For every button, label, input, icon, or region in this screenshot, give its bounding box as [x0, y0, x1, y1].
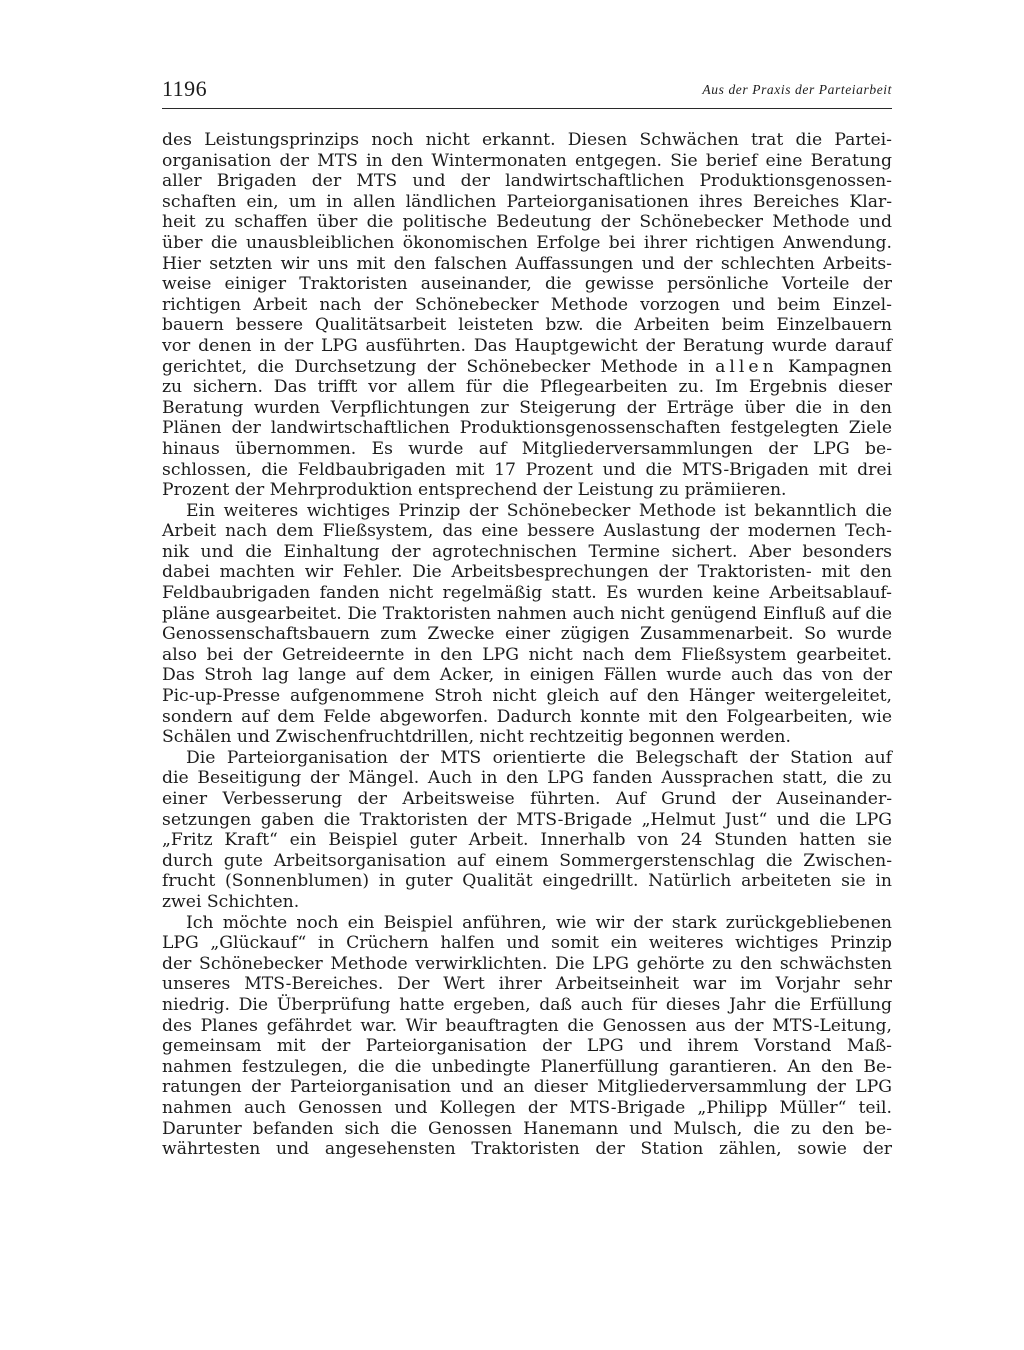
text-line: LPG „Glückauf“ in Crüchern halfen und somit ein weiteres wichtiges Prinzip: [162, 933, 892, 954]
text-line: die Beseitigung der Mängel. Auch in den LPG fanden Aussprachen statt, die zu: [162, 768, 892, 789]
text-line: Prozent der Mehrproduktion entsprechend der Leistung zu prämiieren.: [162, 480, 787, 501]
text-line: weise einiger Traktoristen auseinander, die gewisse persönliche Vorteile der: [162, 274, 892, 295]
text-line: niedrig. Die Überprüfung hatte ergeben, daß auch für dieses Jahr die Erfüllung: [162, 994, 892, 1015]
text-line: Darunter befanden sich die Genossen Hanemann und Mulsch, die zu den be-: [162, 1118, 892, 1139]
text-line: Feldbaubrigaden fanden nicht regelmäßig statt. Es wurden keine Arbeitsablauf-: [162, 583, 892, 604]
text-line: Die Parteiorganisation der MTS orientierte die Belegschaft der Station auf: [186, 747, 892, 768]
text-line: Das Stroh lag lange auf dem Acker, in einigen Fällen wurde auch das von der: [162, 665, 892, 686]
text-line: des Planes gefährdet war. Wir beauftragten die Genossen aus der MTS-Leitung,: [162, 1015, 892, 1036]
text-line: aller Brigaden der MTS und der landwirtschaftlichen Produktionsgenossen-: [162, 171, 892, 192]
page-number: 1196: [162, 76, 208, 101]
running-head: Aus der Praxis der Parteiarbeit: [702, 82, 892, 97]
text-line: zwei Schichten.: [162, 891, 300, 912]
text-line: über die unausbleiblichen ökonomischen Erfolge bei ihrer richtigen Anwendung.: [162, 232, 892, 253]
text-line: Beratung wurden Verpflichtungen zur Steigerung der Erträge über die in den: [162, 397, 892, 418]
text-line: richtigen Arbeit nach der Schönebecker Methode vorzogen und beim Einzel-: [162, 294, 892, 315]
text-line: Plänen der landwirtschaftlichen Produktionsgenossenschaften festgelegten Ziele: [162, 418, 892, 439]
text-line: ratungen der Parteiorganisation und an dieser Mitgliederversammlung der LPG: [162, 1077, 892, 1098]
text-line: dabei machten wir Fehler. Die Arbeitsbesprechungen der Traktoristen- mit den: [162, 562, 892, 583]
text-line: unseres MTS-Bereiches. Der Wert ihrer Arbeitseinheit war im Vorjahr sehr: [162, 974, 892, 995]
text-line: Arbeit nach dem Fließsystem, das eine bessere Auslastung der modernen Tech-: [162, 521, 892, 542]
text-line: nahmen festzulegen, die die unbedingte Planerfüllung garantieren. An den Be-: [162, 1056, 892, 1077]
text-line: pläne ausgearbeitet. Die Traktoristen nahmen auch nicht genügend Einfluß auf die: [162, 603, 892, 624]
text-line: setzungen gaben die Traktoristen der MTS-Brigade „Helmut Just“ und die LPG: [162, 809, 892, 830]
text-line: also bei der Getreideernte in den LPG nicht nach dem Fließsystem gearbeitet.: [162, 644, 892, 665]
text-line: nik und die Einhaltung der agrotechnischen Termine sichert. Aber besonders: [162, 541, 892, 562]
text-line: Ich möchte noch ein Beispiel anführen, wie wir der stark zurückgebliebenen: [186, 912, 892, 933]
text-line: währtesten und angesehensten Traktoristen der Station zählen, sowie der: [162, 1139, 892, 1160]
text-line: Ein weiteres wichtiges Prinzip der Schönebecker Methode ist bekanntlich die: [186, 500, 892, 521]
text-line: Genossenschaftsbauern zum Zwecke einer zügigen Zusammenarbeit. So wurde: [162, 624, 892, 645]
text-line: gerichtet, die Durchsetzung der Schönebecker Methode in allen Kampagnen: [162, 356, 892, 377]
text-line: bauern bessere Qualitätsarbeit leisteten bzw. die Arbeiten beim Einzelbauern: [162, 315, 892, 336]
text-line: nahmen auch Genossen und Kollegen der MTS-Brigade „Philipp Müller“ teil.: [162, 1097, 892, 1118]
text-line: Schälen und Zwischenfruchtdrillen, nicht rechtzeitig begonnen werden.: [162, 727, 791, 748]
text-line: gemeinsam mit der Parteiorganisation der LPG und ihrem Vorstand Maß-: [162, 1036, 892, 1057]
text-line: durch gute Arbeitsorganisation auf einem Sommergerstenschlag die Zwischen-: [162, 850, 892, 871]
text-line: hinaus übernommen. Es wurde auf Mitgliederversammlungen der LPG be-: [162, 438, 892, 459]
text-line: Hier setzten wir uns mit den falschen Auffassungen und der schlechten Arbeits-: [162, 253, 892, 274]
text-line: frucht (Sonnenblumen) in guter Qualität eingedrillt. Natürlich arbeiteten sie in: [162, 871, 892, 892]
text-line: sondern auf dem Felde abgeworfen. Dadurch konnte mit den Folgearbeiten, wie: [162, 706, 892, 727]
body-text: [162, 130, 892, 1160]
text-line: schaften ein, um in allen ländlichen Parteiorganisationen ihres Bereiches Klar-: [162, 191, 892, 212]
text-line: schlossen, die Feldbaubrigaden mit 17 Prozent und die MTS-Brigaden mit drei: [162, 459, 892, 480]
text-line: heit zu schaffen über die politische Bedeutung der Schönebecker Methode und: [162, 212, 892, 233]
text-line: vor denen in der LPG ausführten. Das Hauptgewicht der Beratung wurde darauf: [162, 335, 892, 356]
text-line: der Schönebecker Methode verwirklichten. Die LPG gehörte zu den schwächsten: [162, 953, 892, 974]
text-line: organisation der MTS in den Wintermonaten entgegen. Sie berief eine Beratung: [162, 150, 892, 171]
header-rule: [162, 108, 892, 109]
text-line: einer Verbesserung der Arbeitsweise führten. Auf Grund der Auseinander-: [162, 789, 892, 809]
text-line: Pic-up-Presse aufgenommene Stroh nicht gleich auf den Hänger weitergeleitet,: [162, 686, 892, 707]
text-line: des Leistungsprinzips noch nicht erkannt. Diesen Schwächen trat die Partei-: [162, 130, 892, 150]
text-line: „Fritz Kraft“ ein Beispiel guter Arbeit. Innerhalb von 24 Stunden hatten sie: [162, 830, 892, 851]
page-header: [162, 76, 892, 106]
text-line: zu sichern. Das trifft vor allem für die Pflegearbeiten zu. Im Ergebnis dieser: [162, 377, 892, 398]
